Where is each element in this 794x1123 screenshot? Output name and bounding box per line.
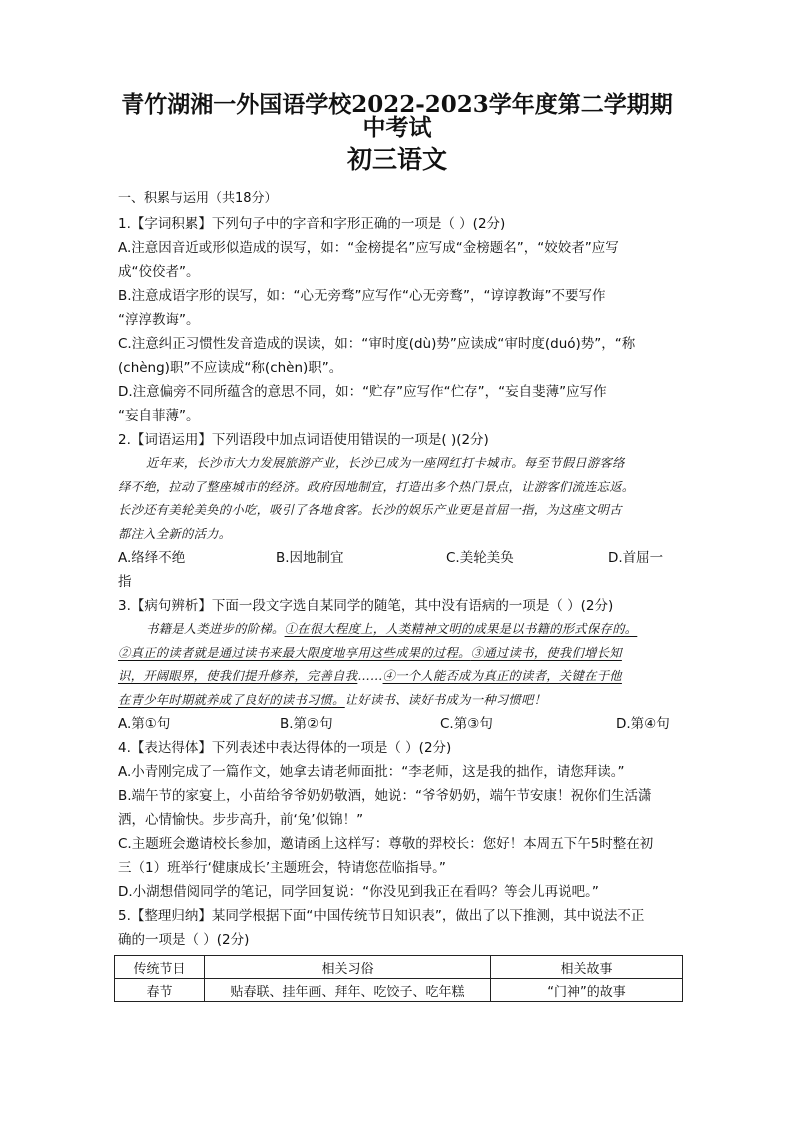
- option-b-cont: “淳淳教诲”。: [118, 312, 200, 328]
- question-stem: 2.【词语运用】下列语段中加点词语使用错误的一项是( )(2分): [118, 432, 489, 448]
- option-a: A.小青刚完成了一篇作文，她拿去请老师面批：“李老师，这是我的拙作，请您拜读。”: [118, 764, 625, 780]
- option-c-cont: 三（1）班举行‘健康成长’主题班会，特请您莅临指导。”: [118, 860, 446, 876]
- ellipsis: ……: [357, 669, 383, 683]
- exam-title-line1: 青竹湖湘一外国语学校2022-2023学年度第二学期期: [121, 91, 673, 118]
- passage-line: [118, 642, 678, 666]
- option-d: D.注意偏旁不同所蕴含的意思不同，如：“贮存”应写作“伫存”，“妄自斐薄”应写作: [118, 384, 607, 400]
- table-cell: 春节: [115, 979, 205, 1002]
- passage-line: 近年来，长沙市大力发展旅游产业，长沙已成为一座网红打卡城市。每至节假日游客络: [146, 456, 625, 470]
- option-b-cont: 洒，心情愉快。步步高升，前‘兔’似锦！”: [118, 812, 364, 828]
- question-2: [118, 428, 678, 594]
- question-3: [118, 594, 678, 736]
- question-stem: 3.【病句辨析】下面一段文字选自某同学的随笔，其中没有语病的一项是（ ）(2分): [118, 598, 614, 614]
- exam-content: [118, 186, 678, 952]
- option-c: C.主题班会邀请校长参加，邀请函上这样写：尊敬的羿校长：您好！本周五下午5时整在初: [118, 836, 654, 852]
- option-d-cont: 指: [118, 574, 132, 590]
- option-d: D.第④句: [616, 716, 670, 732]
- option-b: B.端午节的家宴上，小苗给爷爷奶奶敬酒，她说：“爷爷奶奶，端午节安康！祝你们生活潇: [118, 788, 652, 804]
- sentence-1: ①在很大程度上，人类精神文明的成果是以书籍的形式保存的。: [284, 622, 638, 636]
- question-stem: 1.【字词积累】下列句子中的字音和字形正确的一项是（ ）(2分): [118, 216, 506, 232]
- options-row: [118, 546, 678, 570]
- sentence-3: ③通过读书，使我们增长知: [470, 645, 622, 660]
- option-a: A.络绎不绝: [118, 550, 186, 566]
- question-5: [118, 904, 678, 952]
- question-4: [118, 736, 678, 904]
- options-row: [118, 712, 678, 736]
- option-b: B.注意成语字形的误写，如：“心无旁骛”应写作“心无旁鹜”，“谆谆教诲”不要写作: [118, 288, 606, 304]
- festival-table: [114, 955, 683, 1002]
- sentence-intro: 书籍是人类进步的阶梯。: [146, 622, 285, 636]
- option-c: C.注意纠正习惯性发音造成的误读，如：“审时度(dù)势”应读成“审时度(duó)势”，“称: [118, 336, 636, 352]
- passage-line: [118, 689, 678, 713]
- option-a-cont: 成“佼佼者”。: [118, 264, 200, 280]
- option-d: D.小湖想借阅同学的笔记，同学回复说：“你没见到我正在看吗？等会儿再说吧。”: [118, 884, 599, 900]
- passage-line: 长沙还有美轮美奂的小吃，吸引了各地食客。长沙的娱乐产业更是首屈一指，为这座文明古: [118, 503, 622, 517]
- sentence-closing: 让好读书、读好书成为一种习惯吧！: [344, 692, 547, 707]
- table-header-cell: 相关故事: [491, 956, 683, 979]
- sentence-4-cont: 在青少年时期就养成了良好的读书习惯。: [118, 692, 345, 707]
- question-1: [118, 212, 678, 428]
- exam-title-line2: 中考试: [362, 114, 432, 141]
- option-c-cont: (chèng)职”不应读成“称(chèn)职”。: [118, 360, 343, 376]
- option-d: D.首屈一: [608, 550, 664, 566]
- option-a: A.注意因音近或形似造成的误写，如：“金榜提名”应写成“金榜题名”，“姣姣者”应写: [118, 240, 619, 256]
- option-c: C.第③句: [440, 716, 493, 732]
- sentence-2: ②真正的读者就是通过读书来最大限度地享用这些成果的过程。: [118, 645, 471, 660]
- passage-line: [118, 618, 678, 642]
- table-row: [115, 979, 683, 1002]
- option-a: A.第①句: [118, 716, 171, 732]
- table-header-cell: 相关习俗: [205, 956, 491, 979]
- option-b: B.因地制宜: [276, 550, 344, 566]
- table-cell: 贴春联、挂年画、拜年、吃饺子、吃年糕: [205, 979, 491, 1002]
- passage-line: [118, 665, 678, 689]
- exam-subject-title: 初三语文: [346, 145, 447, 174]
- option-b: B.第②句: [280, 716, 333, 732]
- question-stem: 5.【整理归纳】某同学根据下面“中国传统节日知识表”，做出了以下推测，其中说法不正: [118, 908, 645, 924]
- question-stem-cont: 确的一项是（ ）(2分): [118, 932, 250, 948]
- sentence-3-cont: 识，开阔眼界，使我们提升修养，完善自我: [118, 669, 358, 683]
- sentence-4: ④一个人能否成为真正的读者，关键在于他: [382, 669, 622, 683]
- question-stem: 4.【表达得体】下列表述中表达得体的一项是（ ）(2分): [118, 740, 452, 756]
- table-header-cell: 传统节日: [115, 956, 205, 979]
- passage-line: 绎不绝，拉动了整座城市的经济。政府因地制宜，打造出多个热门景点，让游客们流连忘返。: [118, 479, 635, 494]
- table-cell: “门神”的故事: [491, 979, 683, 1002]
- passage-line: 都注入全新的活力。: [118, 526, 232, 541]
- section-heading: 一、积累与运用（共18分）: [118, 191, 278, 206]
- option-c: C.美轮美奂: [446, 550, 514, 566]
- table-header-row: [115, 956, 683, 979]
- option-d-cont: “妄自菲薄”。: [118, 408, 200, 424]
